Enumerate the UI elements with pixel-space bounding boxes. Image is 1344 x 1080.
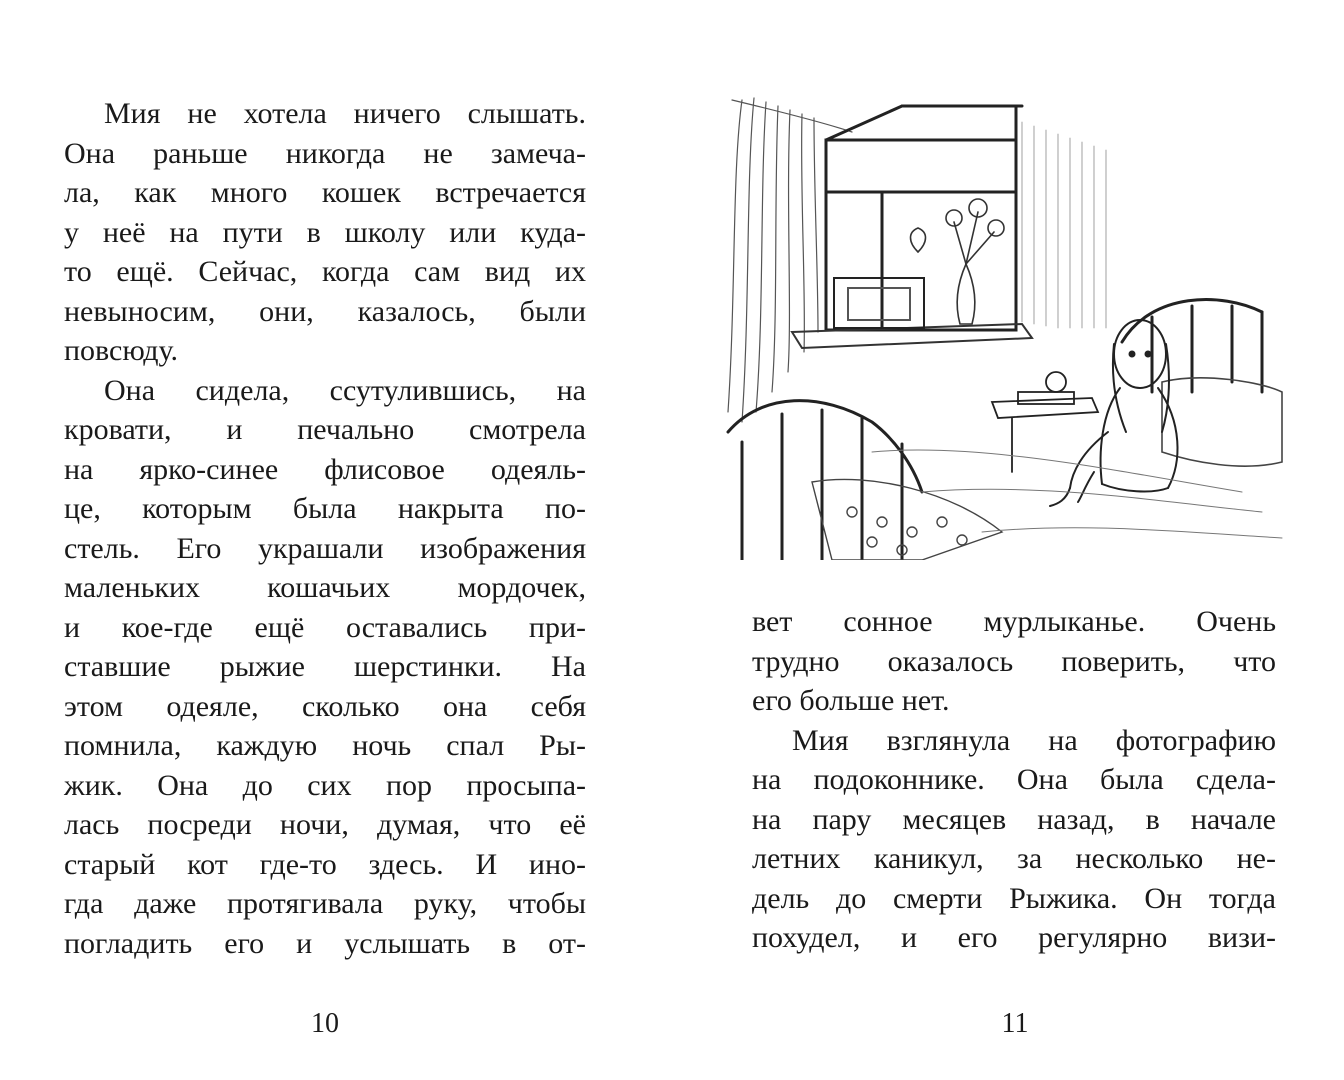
text-line: летних каникул, за несколько не- bbox=[752, 842, 1276, 875]
text-line: на пару месяцев назад, в начале bbox=[752, 802, 1276, 836]
text-line: невыносим, они, казалось, были bbox=[64, 294, 586, 328]
text-line: лась посреди ночи, думая, что её bbox=[64, 808, 586, 841]
text-line: повсюду. bbox=[64, 334, 179, 367]
text-line: стель. Его украшали изображения bbox=[64, 531, 586, 565]
text-line: жик. Она до сих пор просыпа- bbox=[64, 768, 586, 802]
text-line: Мия взглянула на фотографию bbox=[792, 723, 1276, 757]
text-line: его больше нет. bbox=[752, 684, 950, 717]
text-line: дель до смерти Рыжика. Он тогда bbox=[752, 881, 1276, 915]
text-line: этом одеяле, сколько она себя bbox=[64, 689, 586, 723]
text-line: Мия не хотела ничего слышать. bbox=[104, 97, 586, 130]
text-line: на подоконнике. Она была сдела- bbox=[752, 763, 1276, 796]
text-line: старый кот где-то здесь. И ино- bbox=[64, 847, 586, 881]
text-line: помнила, каждую ночь спал Ры- bbox=[64, 729, 586, 762]
illustration-girl-on-bed bbox=[722, 92, 1286, 560]
text-line: трудно оказалось поверить, что bbox=[752, 644, 1276, 678]
text-line: похудел, и его регулярно визи- bbox=[752, 921, 1276, 954]
text-line: на ярко-синее флисовое одеяль- bbox=[64, 452, 586, 486]
text-line: маленьких кошачьих мордочек, bbox=[64, 571, 586, 604]
text-line: Она сидела, ссутулившись, на bbox=[104, 373, 586, 407]
text-line: вет сонное мурлыканье. Очень bbox=[752, 605, 1276, 638]
page-number-right: 11 bbox=[1001, 1008, 1029, 1039]
text-line: це, которым была накрыта по- bbox=[64, 492, 586, 525]
text-line: то ещё. Сейчас, когда сам вид их bbox=[64, 255, 586, 288]
text-line: у неё на пути в школу или куда- bbox=[64, 215, 586, 249]
text-line: и кое-где ещё оставались при- bbox=[64, 610, 586, 644]
text-line: ла, как много кошек встречается bbox=[64, 176, 586, 209]
text-line: ставшие рыжие шерстинки. На bbox=[64, 650, 586, 683]
text-line: Она раньше никогда не замеча- bbox=[64, 136, 586, 170]
text-line: кровати, и печально смотрела bbox=[64, 413, 586, 446]
page-number-left: 10 bbox=[311, 1008, 339, 1039]
text-line: гда даже протягивала руку, чтобы bbox=[64, 887, 586, 920]
text-line: погладить его и услышать в от- bbox=[64, 926, 586, 960]
